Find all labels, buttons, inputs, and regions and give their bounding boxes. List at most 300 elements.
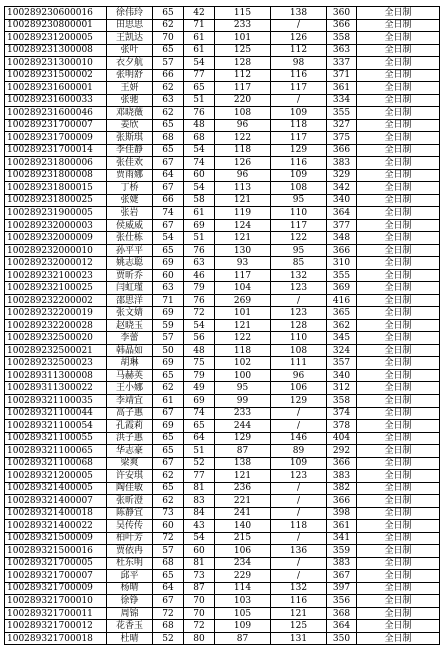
score-1-cell: 67 xyxy=(153,595,184,608)
name-cell: 王凯达 xyxy=(107,32,153,45)
total-cell: 378 xyxy=(327,420,357,433)
total-cell: 355 xyxy=(327,107,357,120)
score-1-cell: 70 xyxy=(153,32,184,45)
score-4-cell: 117 xyxy=(271,219,327,232)
name-cell: 王小娜 xyxy=(107,382,153,395)
score-4-cell: 116 xyxy=(271,157,327,170)
exam-id-cell: 100289231700007 xyxy=(5,119,107,132)
table-row xyxy=(5,294,440,307)
table-row xyxy=(5,19,440,32)
table-row xyxy=(5,69,440,82)
score-2-cell: 72 xyxy=(184,620,215,633)
score-3-cell: 99 xyxy=(215,394,271,407)
table-row xyxy=(5,557,440,570)
name-cell: 闫虹瑾 xyxy=(107,282,153,295)
score-2-cell: 51 xyxy=(184,445,215,458)
exam-id-cell: 100289321700018 xyxy=(5,632,107,645)
score-3-cell: 117 xyxy=(215,269,271,282)
name-cell: 胡琳 xyxy=(107,357,153,370)
score-2-cell: 54 xyxy=(184,144,215,157)
score-2-cell: 61 xyxy=(184,44,215,57)
table-row xyxy=(5,394,440,407)
score-1-cell: 64 xyxy=(153,582,184,595)
total-cell: 337 xyxy=(327,57,357,70)
table-row xyxy=(5,107,440,120)
exam-id-cell: 100289231700009 xyxy=(5,132,107,145)
exam-id-cell: 100289321100068 xyxy=(5,457,107,470)
study-mode-cell: 全日制 xyxy=(357,420,440,433)
score-1-cell: 59 xyxy=(153,319,184,332)
score-1-cell: 62 xyxy=(153,495,184,508)
total-cell: 397 xyxy=(327,582,357,595)
score-3-cell: 130 xyxy=(215,244,271,257)
table-row xyxy=(5,407,440,420)
total-cell: 360 xyxy=(327,7,357,20)
score-3-cell: 215 xyxy=(215,532,271,545)
score-3-cell: 229 xyxy=(215,570,271,583)
name-cell: 梁爽 xyxy=(107,457,153,470)
total-cell: 366 xyxy=(327,19,357,32)
study-mode-cell: 全日制 xyxy=(357,294,440,307)
total-cell: 364 xyxy=(327,207,357,220)
score-4-cell: 109 xyxy=(271,457,327,470)
total-cell: 365 xyxy=(327,307,357,320)
table-row xyxy=(5,369,440,382)
study-mode-cell: 全日制 xyxy=(357,7,440,20)
study-mode-cell: 全日制 xyxy=(357,582,440,595)
score-4-cell: 132 xyxy=(271,582,327,595)
table-row xyxy=(5,344,440,357)
exam-id-cell: 100289231300008 xyxy=(5,44,107,57)
study-mode-cell: 全日制 xyxy=(357,369,440,382)
exam-id-cell: 100289321100054 xyxy=(5,420,107,433)
score-3-cell: 109 xyxy=(215,620,271,633)
table-row xyxy=(5,157,440,170)
score-3-cell: 102 xyxy=(215,357,271,370)
name-cell: 贾依冉 xyxy=(107,545,153,558)
exam-id-cell: 100289231800008 xyxy=(5,169,107,182)
exam-id-cell: 100289231800025 xyxy=(5,194,107,207)
table-row xyxy=(5,520,440,533)
score-4-cell: 95 xyxy=(271,244,327,257)
score-1-cell: 68 xyxy=(153,132,184,145)
score-2-cell: 54 xyxy=(184,182,215,195)
exam-id-cell: 100289321700009 xyxy=(5,582,107,595)
study-mode-cell: 全日制 xyxy=(357,219,440,232)
score-1-cell: 74 xyxy=(153,207,184,220)
exam-id-cell: 100289321100044 xyxy=(5,407,107,420)
score-1-cell: 69 xyxy=(153,357,184,370)
study-mode-cell: 全日制 xyxy=(357,407,440,420)
score-1-cell: 67 xyxy=(153,407,184,420)
score-4-cell: 136 xyxy=(271,545,327,558)
score-1-cell: 57 xyxy=(153,57,184,70)
score-4-cell: 106 xyxy=(271,382,327,395)
study-mode-cell: 全日制 xyxy=(357,32,440,45)
score-4-cell: 116 xyxy=(271,69,327,82)
table-row xyxy=(5,495,440,508)
score-3-cell: 124 xyxy=(215,219,271,232)
score-4-cell: 129 xyxy=(271,144,327,157)
score-2-cell: 75 xyxy=(184,357,215,370)
score-3-cell: 233 xyxy=(215,407,271,420)
exam-id-cell: 100289232000003 xyxy=(5,219,107,232)
score-2-cell: 51 xyxy=(184,232,215,245)
name-cell: 张斯琪 xyxy=(107,132,153,145)
score-2-cell: 77 xyxy=(184,470,215,483)
score-4-cell: / xyxy=(271,420,327,433)
total-cell: 359 xyxy=(327,545,357,558)
exam-id-cell: 100289321100035 xyxy=(5,394,107,407)
name-cell: 张婕 xyxy=(107,194,153,207)
score-3-cell: 241 xyxy=(215,507,271,520)
score-3-cell: 269 xyxy=(215,294,271,307)
score-1-cell: 60 xyxy=(153,520,184,533)
name-cell: 洪子惠 xyxy=(107,432,153,445)
table-row xyxy=(5,44,440,57)
score-1-cell: 62 xyxy=(153,19,184,32)
score-2-cell: 74 xyxy=(184,157,215,170)
score-2-cell: 70 xyxy=(184,595,215,608)
score-3-cell: 244 xyxy=(215,420,271,433)
score-1-cell: 72 xyxy=(153,607,184,620)
study-mode-cell: 全日制 xyxy=(357,520,440,533)
total-cell: 329 xyxy=(327,169,357,182)
table-row xyxy=(5,244,440,257)
score-4-cell: 131 xyxy=(271,632,327,645)
name-cell: 陈静宜 xyxy=(107,507,153,520)
name-cell: 张驰 xyxy=(107,94,153,107)
score-4-cell: / xyxy=(271,94,327,107)
study-mode-cell: 全日制 xyxy=(357,57,440,70)
exam-id-cell: 100289321500016 xyxy=(5,545,107,558)
total-cell: 364 xyxy=(327,620,357,633)
exam-id-cell: 100289321700011 xyxy=(5,607,107,620)
table-row xyxy=(5,232,440,245)
score-3-cell: 118 xyxy=(215,344,271,357)
name-cell: 李佳静 xyxy=(107,144,153,157)
table-row xyxy=(5,94,440,107)
score-3-cell: 95 xyxy=(215,382,271,395)
score-3-cell: 220 xyxy=(215,94,271,107)
score-4-cell: 108 xyxy=(271,344,327,357)
name-cell: 陶佳敏 xyxy=(107,482,153,495)
score-4-cell: 121 xyxy=(271,607,327,620)
score-1-cell: 57 xyxy=(153,332,184,345)
score-3-cell: 129 xyxy=(215,432,271,445)
score-3-cell: 140 xyxy=(215,520,271,533)
score-4-cell: / xyxy=(271,482,327,495)
total-cell: 368 xyxy=(327,607,357,620)
total-cell: 355 xyxy=(327,269,357,282)
score-3-cell: 96 xyxy=(215,169,271,182)
total-cell: 366 xyxy=(327,495,357,508)
study-mode-cell: 全日制 xyxy=(357,169,440,182)
exam-id-cell: 100289230600016 xyxy=(5,7,107,20)
score-3-cell: 125 xyxy=(215,44,271,57)
score-1-cell: 67 xyxy=(153,182,184,195)
exam-id-cell: 100289232100025 xyxy=(5,282,107,295)
score-3-cell: 113 xyxy=(215,182,271,195)
score-1-cell: 66 xyxy=(153,69,184,82)
total-cell: 334 xyxy=(327,94,357,107)
score-3-cell: 121 xyxy=(215,232,271,245)
study-mode-cell: 全日制 xyxy=(357,269,440,282)
exam-id-cell: 100289232500020 xyxy=(5,332,107,345)
total-cell: 371 xyxy=(327,69,357,82)
exam-id-cell: 100289231500002 xyxy=(5,69,107,82)
name-cell: 孔霞莉 xyxy=(107,420,153,433)
total-cell: 377 xyxy=(327,219,357,232)
score-3-cell: 104 xyxy=(215,282,271,295)
name-cell: 邓晓薇 xyxy=(107,107,153,120)
score-1-cell: 61 xyxy=(153,394,184,407)
study-mode-cell: 全日制 xyxy=(357,94,440,107)
name-cell: 李靖宜 xyxy=(107,394,153,407)
total-cell: 358 xyxy=(327,32,357,45)
score-2-cell: 56 xyxy=(184,332,215,345)
exam-id-cell: 100289232500021 xyxy=(5,344,107,357)
total-cell: 362 xyxy=(327,319,357,332)
name-cell: 张文婧 xyxy=(107,307,153,320)
table-row xyxy=(5,607,440,620)
score-1-cell: 65 xyxy=(153,482,184,495)
total-cell: 374 xyxy=(327,407,357,420)
study-mode-cell: 全日制 xyxy=(357,482,440,495)
name-cell: 周锦 xyxy=(107,607,153,620)
table-row xyxy=(5,470,440,483)
score-4-cell: 112 xyxy=(271,44,327,57)
table-row xyxy=(5,257,440,270)
study-mode-cell: 全日制 xyxy=(357,557,440,570)
total-cell: 292 xyxy=(327,445,357,458)
score-3-cell: 93 xyxy=(215,257,271,270)
total-cell: 363 xyxy=(327,44,357,57)
table-row xyxy=(5,382,440,395)
score-3-cell: 119 xyxy=(215,207,271,220)
score-3-cell: 105 xyxy=(215,607,271,620)
score-2-cell: 73 xyxy=(184,570,215,583)
score-1-cell: 73 xyxy=(153,507,184,520)
score-2-cell: 46 xyxy=(184,269,215,282)
table-row xyxy=(5,632,440,645)
score-3-cell: 96 xyxy=(215,119,271,132)
score-2-cell: 79 xyxy=(184,282,215,295)
score-2-cell: 51 xyxy=(184,94,215,107)
exam-id-cell: 100289232000009 xyxy=(5,232,107,245)
study-mode-cell: 全日制 xyxy=(357,319,440,332)
total-cell: 383 xyxy=(327,470,357,483)
table-row xyxy=(5,132,440,145)
total-cell: 398 xyxy=(327,507,357,520)
score-3-cell: 101 xyxy=(215,32,271,45)
table-row xyxy=(5,545,440,558)
score-4-cell: 116 xyxy=(271,595,327,608)
score-2-cell: 81 xyxy=(184,482,215,495)
score-2-cell: 61 xyxy=(184,32,215,45)
name-cell: 张佳欢 xyxy=(107,157,153,170)
score-2-cell: 52 xyxy=(184,457,215,470)
score-3-cell: 87 xyxy=(215,632,271,645)
total-cell: 341 xyxy=(327,532,357,545)
name-cell: 贾昕乔 xyxy=(107,269,153,282)
score-3-cell: 236 xyxy=(215,482,271,495)
table-row xyxy=(5,144,440,157)
score-4-cell: 96 xyxy=(271,369,327,382)
name-cell: 张叶 xyxy=(107,44,153,57)
name-cell: 许安琪 xyxy=(107,470,153,483)
score-2-cell: 80 xyxy=(184,632,215,645)
study-mode-cell: 全日制 xyxy=(357,570,440,583)
score-2-cell: 77 xyxy=(184,69,215,82)
score-1-cell: 50 xyxy=(153,344,184,357)
study-mode-cell: 全日制 xyxy=(357,432,440,445)
table-row xyxy=(5,482,440,495)
study-mode-cell: 全日制 xyxy=(357,445,440,458)
score-2-cell: 72 xyxy=(184,307,215,320)
score-3-cell: 121 xyxy=(215,319,271,332)
score-2-cell: 65 xyxy=(184,420,215,433)
score-1-cell: 62 xyxy=(153,82,184,95)
table-row xyxy=(5,457,440,470)
score-3-cell: 103 xyxy=(215,595,271,608)
score-3-cell: 118 xyxy=(215,144,271,157)
exam-id-cell: 100289231900005 xyxy=(5,207,107,220)
score-1-cell: 60 xyxy=(153,269,184,282)
score-2-cell: 84 xyxy=(184,507,215,520)
exam-id-cell: 100289321700005 xyxy=(5,557,107,570)
table-row xyxy=(5,57,440,70)
total-cell: 340 xyxy=(327,194,357,207)
score-1-cell: 62 xyxy=(153,382,184,395)
name-cell: 姜欣 xyxy=(107,119,153,132)
score-1-cell: 63 xyxy=(153,282,184,295)
table-row xyxy=(5,282,440,295)
name-cell: 贾雨娜 xyxy=(107,169,153,182)
exam-id-cell: 100289232200019 xyxy=(5,307,107,320)
score-3-cell: 87 xyxy=(215,445,271,458)
name-cell: 张仕栋 xyxy=(107,232,153,245)
score-4-cell: 110 xyxy=(271,207,327,220)
exam-id-cell: 100289231800006 xyxy=(5,157,107,170)
score-2-cell: 54 xyxy=(184,319,215,332)
score-1-cell: 65 xyxy=(153,369,184,382)
study-mode-cell: 全日制 xyxy=(357,282,440,295)
score-4-cell: / xyxy=(271,19,327,32)
score-1-cell: 65 xyxy=(153,119,184,132)
name-cell: 韩晶如 xyxy=(107,344,153,357)
score-3-cell: 101 xyxy=(215,307,271,320)
score-4-cell: 123 xyxy=(271,282,327,295)
study-mode-cell: 全日制 xyxy=(357,107,440,120)
score-4-cell: / xyxy=(271,294,327,307)
total-cell: 383 xyxy=(327,157,357,170)
score-1-cell: 65 xyxy=(153,44,184,57)
score-4-cell: 89 xyxy=(271,445,327,458)
name-cell: 丁桥 xyxy=(107,182,153,195)
name-cell: 花香玉 xyxy=(107,620,153,633)
exam-id-cell: 100289231700014 xyxy=(5,144,107,157)
study-mode-cell: 全日制 xyxy=(357,457,440,470)
total-cell: 327 xyxy=(327,119,357,132)
score-4-cell: / xyxy=(271,507,327,520)
score-2-cell: 63 xyxy=(184,257,215,270)
score-3-cell: 114 xyxy=(215,582,271,595)
score-4-cell: 111 xyxy=(271,357,327,370)
score-4-cell: 117 xyxy=(271,132,327,145)
score-4-cell: 118 xyxy=(271,520,327,533)
total-cell: 342 xyxy=(327,182,357,195)
total-cell: 358 xyxy=(327,394,357,407)
score-1-cell: 66 xyxy=(153,194,184,207)
name-cell: 杜晴 xyxy=(107,632,153,645)
study-mode-cell: 全日制 xyxy=(357,207,440,220)
table-row xyxy=(5,119,440,132)
score-3-cell: 138 xyxy=(215,457,271,470)
study-mode-cell: 全日制 xyxy=(357,144,440,157)
study-mode-cell: 全日制 xyxy=(357,632,440,645)
study-mode-cell: 全日制 xyxy=(357,507,440,520)
score-4-cell: 129 xyxy=(271,394,327,407)
score-2-cell: 61 xyxy=(184,207,215,220)
total-cell: 356 xyxy=(327,595,357,608)
name-cell: 赵晓玉 xyxy=(107,319,153,332)
table-row xyxy=(5,620,440,633)
score-1-cell: 65 xyxy=(153,432,184,445)
total-cell: 383 xyxy=(327,557,357,570)
score-2-cell: 69 xyxy=(184,394,215,407)
table-row xyxy=(5,307,440,320)
table-row xyxy=(5,582,440,595)
score-4-cell: 125 xyxy=(271,620,327,633)
table-row xyxy=(5,445,440,458)
exam-id-cell: 100289230800001 xyxy=(5,19,107,32)
score-1-cell: 65 xyxy=(153,7,184,20)
study-mode-cell: 全日制 xyxy=(357,157,440,170)
total-cell: 340 xyxy=(327,369,357,382)
score-4-cell: 118 xyxy=(271,119,327,132)
score-1-cell: 64 xyxy=(153,169,184,182)
exam-id-cell: 100289232000010 xyxy=(5,244,107,257)
score-3-cell: 100 xyxy=(215,369,271,382)
study-mode-cell: 全日制 xyxy=(357,44,440,57)
total-cell: 382 xyxy=(327,482,357,495)
score-1-cell: 54 xyxy=(153,232,184,245)
name-cell: 徐铮 xyxy=(107,595,153,608)
score-4-cell: / xyxy=(271,557,327,570)
score-2-cell: 48 xyxy=(184,119,215,132)
exam-id-cell: 100289321700007 xyxy=(5,570,107,583)
total-cell: 350 xyxy=(327,632,357,645)
score-3-cell: 121 xyxy=(215,194,271,207)
study-mode-cell: 全日制 xyxy=(357,132,440,145)
table-row xyxy=(5,7,440,20)
exam-id-cell: 100289321400022 xyxy=(5,520,107,533)
exam-id-cell: 100289321500009 xyxy=(5,532,107,545)
study-mode-cell: 全日制 xyxy=(357,344,440,357)
study-mode-cell: 全日制 xyxy=(357,620,440,633)
name-cell: 李蕾 xyxy=(107,332,153,345)
exam-id-cell: 100289311300022 xyxy=(5,382,107,395)
score-2-cell: 48 xyxy=(184,344,215,357)
total-cell: 361 xyxy=(327,520,357,533)
table-row xyxy=(5,432,440,445)
score-2-cell: 74 xyxy=(184,407,215,420)
study-mode-cell: 全日制 xyxy=(357,307,440,320)
score-4-cell: 95 xyxy=(271,194,327,207)
score-1-cell: 65 xyxy=(153,144,184,157)
exam-id-cell: 100289321100055 xyxy=(5,432,107,445)
